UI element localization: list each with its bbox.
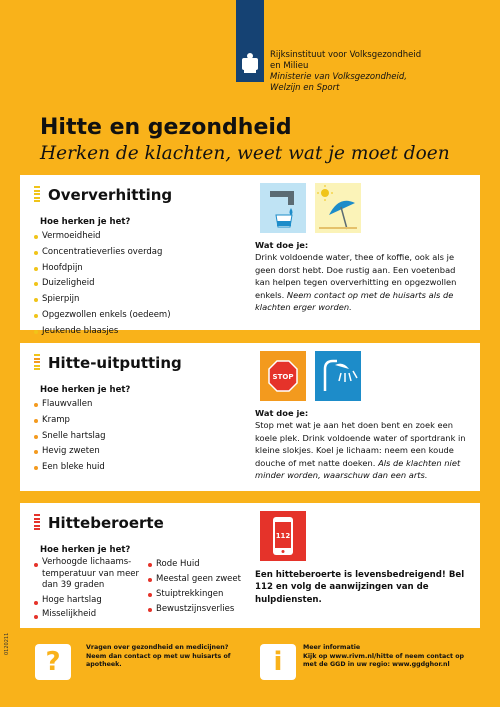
questions-text: Neem dan contact op met uw huisarts of apotheek. — [86, 652, 231, 669]
phone-112-icon — [260, 511, 306, 561]
symptom-item: Hoge hartslag — [34, 595, 154, 607]
section-title: Hitteberoerte — [48, 514, 164, 532]
symptom-item: Concentratieverlies overdag — [34, 245, 171, 261]
symptom-item: Hoofdpijn — [34, 261, 171, 277]
symptom-item: Flauwvallen — [34, 397, 105, 413]
symptom-item: Bewustzijnsverlies — [148, 602, 241, 617]
symptom-item: Snelle hartslag — [34, 429, 105, 445]
symptom-item: Meestal geen zweet — [148, 572, 241, 587]
recognize-heading: Hoe herken je het? — [40, 545, 131, 555]
question-icon: ? — [35, 644, 71, 680]
symptom-item: Misselijkheid — [34, 609, 154, 621]
what-to-do — [255, 239, 470, 313]
beach-umbrella-icon — [315, 183, 361, 233]
recognize-heading: Hoe herken je het? — [40, 217, 131, 227]
symptom-item: Hevig zweten — [34, 444, 105, 460]
heat-level-2-icon — [34, 354, 40, 372]
stop-label: STOP — [272, 373, 294, 381]
what-note: Neem contact op met de huisarts als de klachten erger worden. — [255, 289, 454, 313]
organization-name — [270, 50, 470, 94]
symptom-item: Verhoogde lichaams-temperatuur van meer dan 39 graden — [34, 557, 154, 592]
symptom-list-left — [34, 557, 154, 621]
symptom-item: Een bleke huid — [34, 460, 105, 476]
card-oververhitting — [20, 175, 480, 336]
symptom-item: Duizeligheid — [34, 276, 171, 292]
what-heading: Wat doe je: — [255, 408, 309, 418]
symptom-item: Vermoeidheid — [34, 229, 171, 245]
heat-level-3-icon — [34, 514, 40, 532]
water-tap-icon — [260, 183, 306, 233]
info-icon: i — [260, 644, 296, 680]
symptom-item: Rode Huid — [148, 557, 241, 572]
org-line-2: en Milieu — [270, 61, 309, 71]
card-hitteberoerte — [20, 503, 480, 628]
info-text: Kijk op www.rivm.nl/hitte of neem contact op met de GGD in uw regio: www.ggdghor.nl — [303, 652, 465, 669]
footer-info — [303, 644, 473, 670]
page-subtitle: Herken de klachten, weet wat je moet doen — [40, 143, 450, 164]
what-heading: Wat doe je: — [255, 240, 309, 250]
crest-logo — [240, 52, 260, 74]
card-hitte-uitputting — [20, 343, 480, 491]
symptom-item: Opgezwollen enkels (oedeem) — [34, 308, 171, 324]
symptom-list-right — [148, 557, 241, 617]
footer-questions — [86, 644, 246, 670]
org-line-1: Rijksinstituut voor Volksgezondheid — [270, 50, 422, 60]
what-text: Stop met wat je aan het doen bent en zoek een koele plek. Drink voldoende water of sportdrank in kleine slokjes. Koel je lichaam: neem een koude douche of met natte doeken. — [255, 420, 466, 468]
symptom-item: Stuiptrekkingen — [148, 587, 241, 602]
page-title: Hitte en gezondheid — [40, 115, 292, 140]
what-to-do — [255, 407, 470, 481]
what-note: Als de klachten niet minder worden, waarschuw dan een arts. — [255, 457, 461, 481]
heat-level-1-icon — [34, 186, 40, 204]
questions-heading: Vragen over gezondheid en medicijnen? — [86, 644, 229, 651]
section-title: Oververhitting — [48, 186, 173, 204]
info-heading: Meer informatie — [303, 644, 361, 651]
warning-text: Een hitteberoerte is levensbedreigend! Bel 112 en volg de aanwijzingen van de hulpdiensten. — [255, 570, 465, 605]
document-code: 0120211 — [4, 632, 10, 655]
symptom-item: Jeukende blaasjes — [34, 324, 171, 340]
shower-icon — [315, 351, 361, 401]
stop-sign-icon — [260, 351, 306, 401]
symptom-list — [34, 397, 105, 476]
section-title: Hitte-uitputting — [48, 354, 182, 372]
symptom-item: Kramp — [34, 413, 105, 429]
symptom-list — [34, 229, 171, 340]
footer — [20, 640, 480, 688]
phone-number-label: 112 — [275, 532, 291, 540]
recognize-heading: Hoe herken je het? — [40, 385, 131, 395]
org-line-4: Welzijn en Sport — [270, 83, 340, 93]
what-text: Drink voldoende water, thee of koffie, ook als je geen dorst hebt. Doe rustig aan. Een voetenbad kan helpen tegen oververhitting en opgezwollen enkels. — [255, 252, 457, 300]
symptom-item: Spierpijn — [34, 292, 171, 308]
org-line-3: Ministerie van Volksgezondheid, — [270, 72, 407, 82]
